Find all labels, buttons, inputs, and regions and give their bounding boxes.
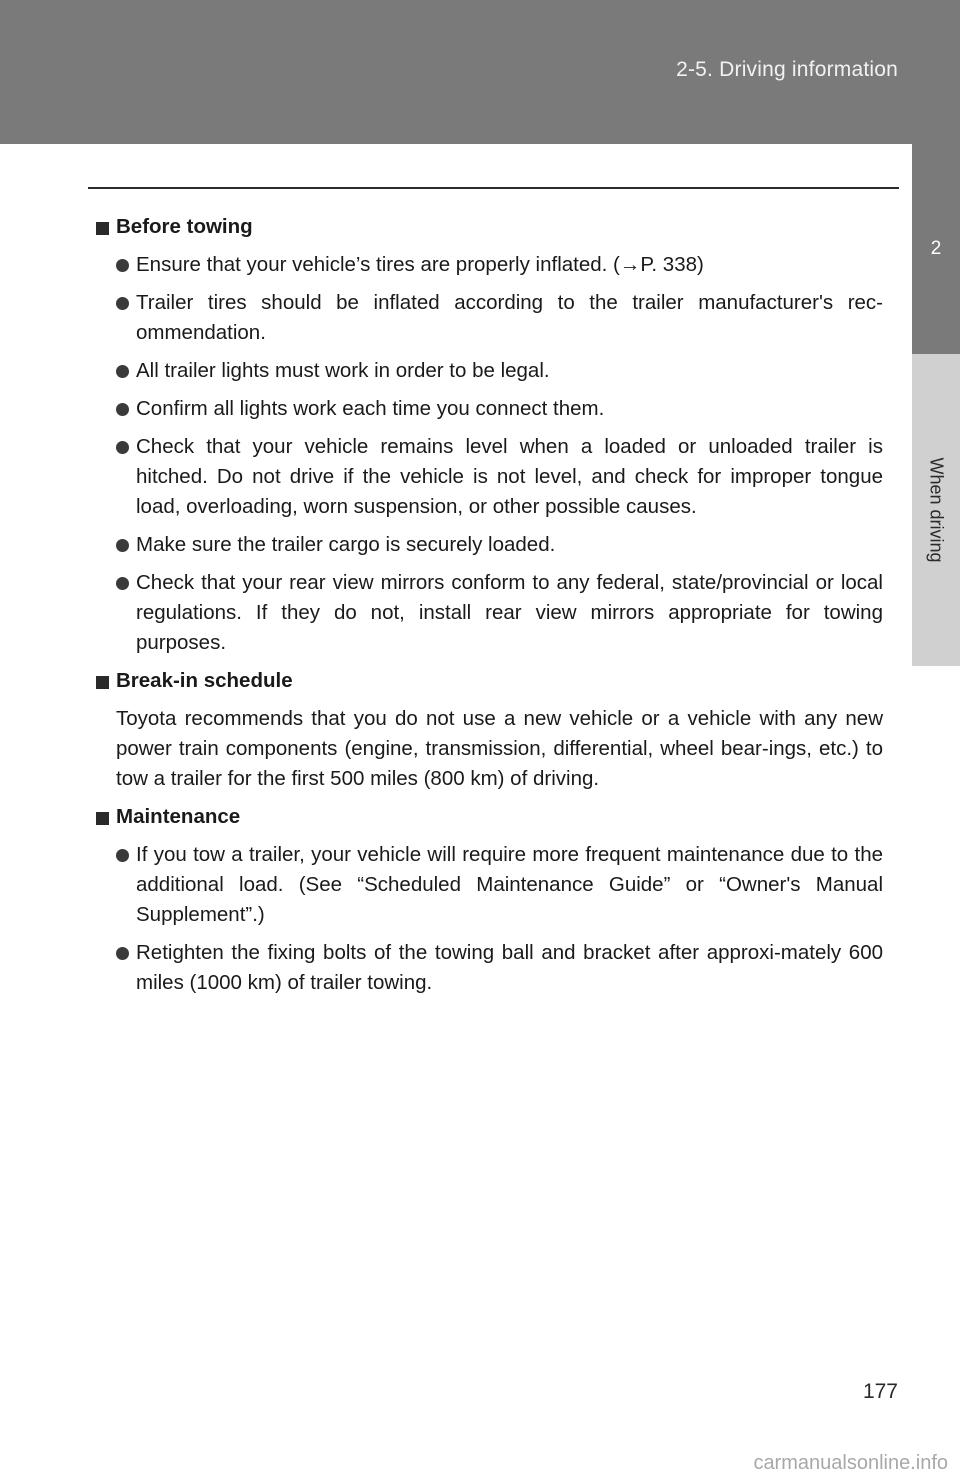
square-bullet-icon	[96, 812, 109, 825]
list-item	[96, 394, 883, 424]
section-heading-break-in	[96, 666, 883, 696]
circle-bullet-icon	[116, 539, 129, 552]
chapter-tab-label	[912, 354, 960, 666]
list-item	[96, 356, 883, 386]
list-item	[96, 568, 883, 658]
top-divider	[88, 187, 899, 189]
list-item	[96, 938, 883, 998]
section-title: 2-5. Driving information	[676, 58, 898, 81]
list-item-text: Check that your vehicle remains level when a loaded or unloaded trailer is hitched. Do not drive if the vehicle is not level, and check for improper tongue load, overloading, worn suspension, or other possible causes.	[136, 435, 883, 518]
list-item-text: Trailer tires should be inflated according to the trailer manufacturer's rec-ommendation.	[136, 291, 883, 344]
circle-bullet-icon	[116, 297, 129, 310]
list-item-text: Retighten the fixing bolts of the towing ball and bracket after approxi-mately 600 miles (1000 km) of trailer towing.	[136, 941, 883, 994]
circle-bullet-icon	[116, 947, 129, 960]
list-item	[96, 250, 883, 280]
watermark: carmanualsonline.info	[753, 1452, 948, 1474]
section-heading-before-towing	[96, 212, 883, 242]
list-item-text: Check that your rear view mirrors conform to any federal, state/provincial or local regulations. If they do not, install rear view mirrors appropriate for towing purposes.	[136, 571, 883, 654]
circle-bullet-icon	[116, 403, 129, 416]
circle-bullet-icon	[116, 365, 129, 378]
circle-bullet-icon	[116, 849, 129, 862]
circle-bullet-icon	[116, 259, 129, 272]
list-item	[96, 530, 883, 560]
heading-text: Maintenance	[116, 805, 241, 828]
circle-bullet-icon	[116, 441, 129, 454]
chapter-label-text: When driving	[926, 457, 947, 563]
page-content	[96, 212, 883, 1006]
list-item-text: Make sure the trailer cargo is securely loaded.	[136, 533, 556, 556]
square-bullet-icon	[96, 222, 109, 235]
list-item	[96, 288, 883, 348]
heading-text: Break-in schedule	[116, 669, 293, 692]
list-item-text: Confirm all lights work each time you connect them.	[136, 397, 605, 420]
body-paragraph: Toyota recommends that you do not use a new vehicle or a vehicle with any new power train components (engine, transmission, differential, wheel bear-ings, etc.) to tow a trailer for the first 500 miles (800 km) of driving.	[116, 707, 883, 790]
list-item-text: If you tow a trailer, your vehicle will require more frequent maintenance due to the additional load. (See “Scheduled Maintenance Guide” or “Owner's Manual Supplement”.)	[136, 843, 883, 926]
circle-bullet-icon	[116, 577, 129, 590]
list-item-text: Ensure that your vehicle’s tires are properly inflated. (→P. 338)	[136, 253, 704, 276]
list-item	[96, 432, 883, 522]
list-item-text: All trailer lights must work in order to be legal.	[136, 359, 550, 382]
heading-text: Before towing	[116, 215, 253, 238]
page-number: 177	[862, 1380, 898, 1403]
header-band	[0, 0, 960, 144]
list-item	[96, 840, 883, 930]
section-heading-maintenance	[96, 802, 883, 832]
square-bullet-icon	[96, 676, 109, 689]
chapter-tab-number: 2	[912, 144, 960, 354]
